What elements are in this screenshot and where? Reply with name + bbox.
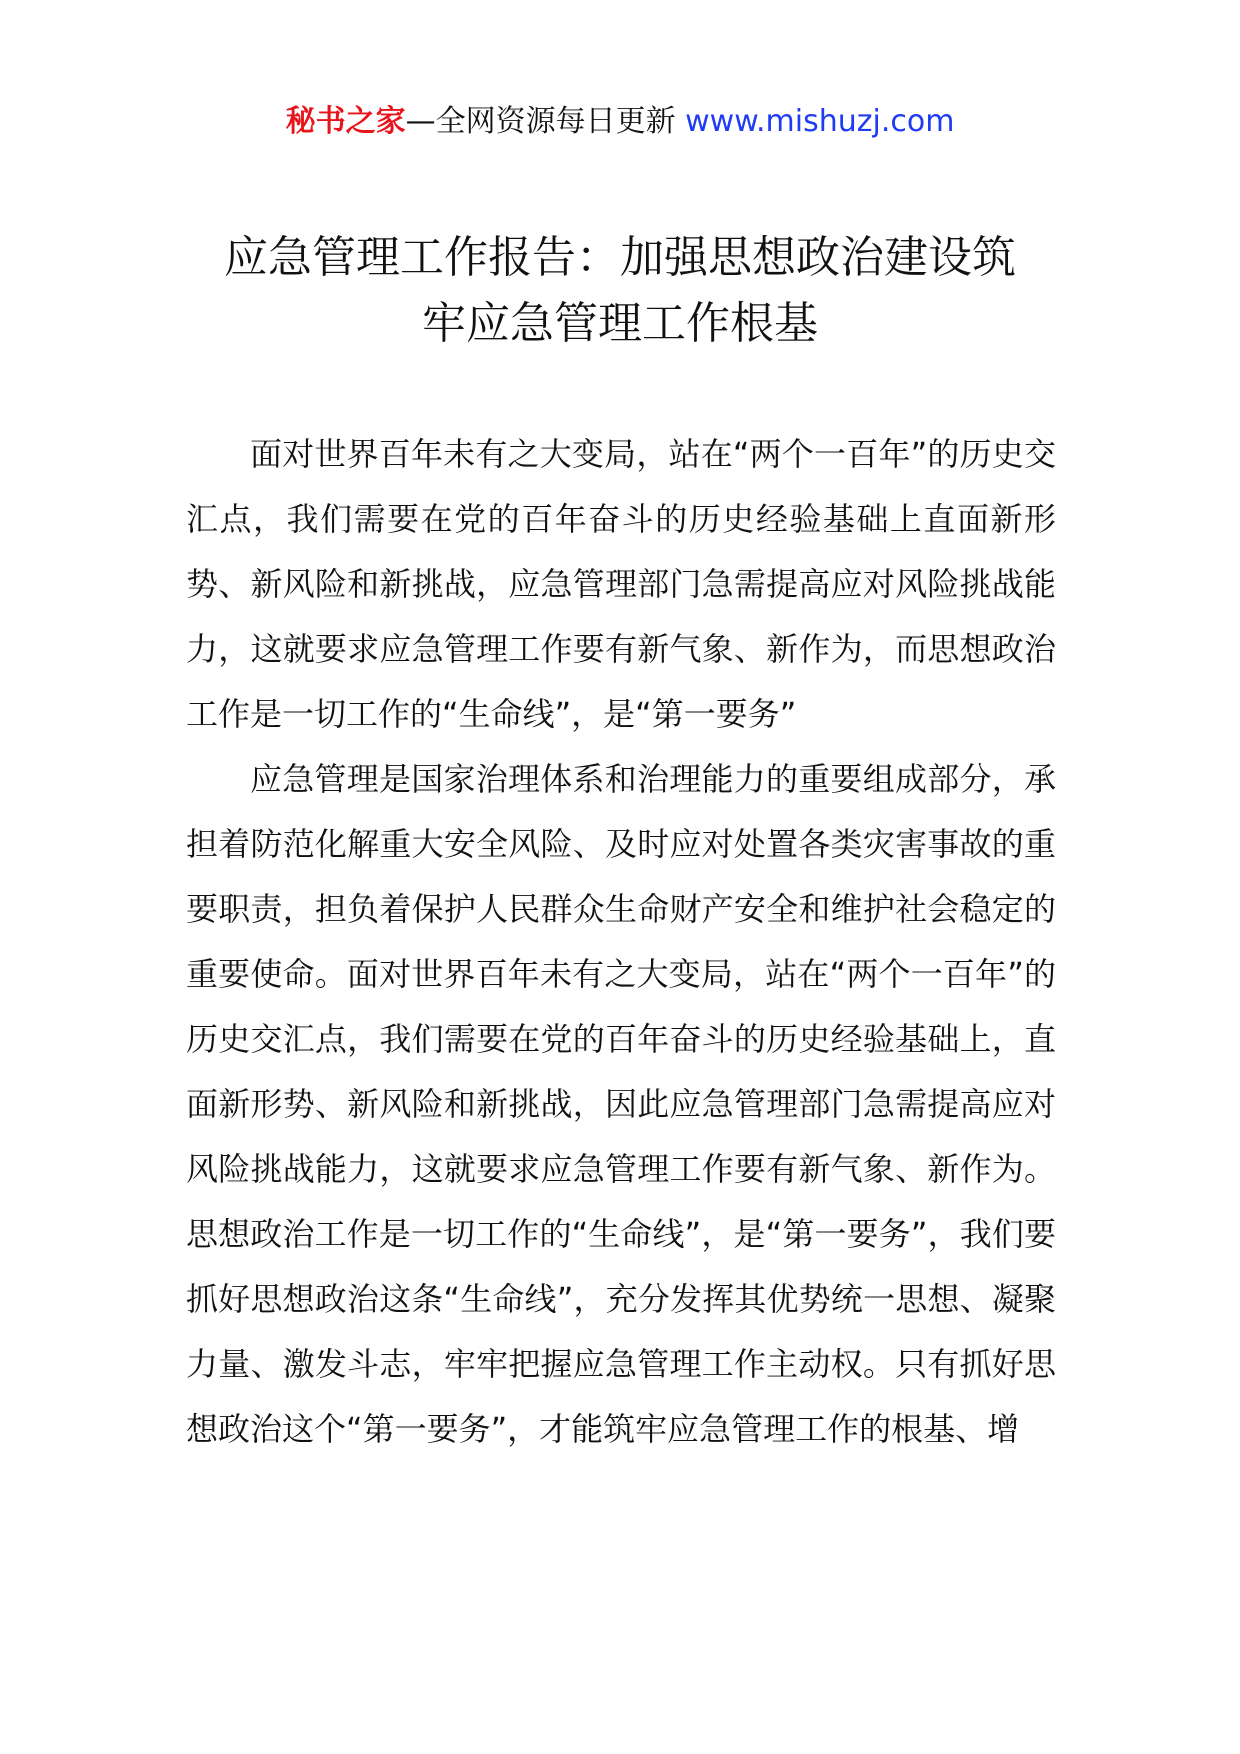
title-line-2: 牢应急管理工作根基: [422, 298, 818, 349]
body-paragraph-1: 面对世界百年未有之大变局，站在“两个一百年”的历史交汇点，我们需要在党的百年奋斗的历史经验基础上直面新形势、新风险和新挑战，应急管理部门急需提高应对风险挑战能力，这就要求应急管理工作要有新气象、新作为，而思想政治工作是一切工作的“生命线”，是“第一要务”: [186, 435, 1056, 733]
header-slogan: —全网资源每日更新: [405, 104, 676, 139]
document-body: [186, 422, 1056, 1462]
title-line-1: 应急管理工作报告：加强思想政治建设筑: [224, 232, 1016, 283]
document-title: [150, 225, 1090, 357]
site-url-link[interactable]: www.mishuzj.com: [685, 104, 955, 139]
body-paragraph-2: 应急管理是国家治理体系和治理能力的重要组成部分，承担着防范化解重大安全风险、及时应对处置各类灾害事故的重要职责，担负着保护人民群众生命财产安全和维护社会稳定的重要使命。面对世界百年未有之大变局，站在“两个一百年”的历史交汇点，我们需要在党的百年奋斗的历史经验基础上，直面新形势、新风险和新挑战，因此应急管理部门急需提高应对风险挑战能力，这就要求应急管理工作要有新气象、新作为。思想政治工作是一切工作的“生命线”，是“第一要务”，我们要抓好思想政治这条“生命线”，充分发挥其优势统一思想、凝聚力量、激发斗志，牢牢把握应急管理工作主动权。只有抓好思想政治这个“第一要务”，才能筑牢应急管理工作的根基、增: [186, 760, 1056, 1448]
brand-name: 秘书之家: [285, 104, 406, 139]
site-header: [0, 100, 1240, 144]
